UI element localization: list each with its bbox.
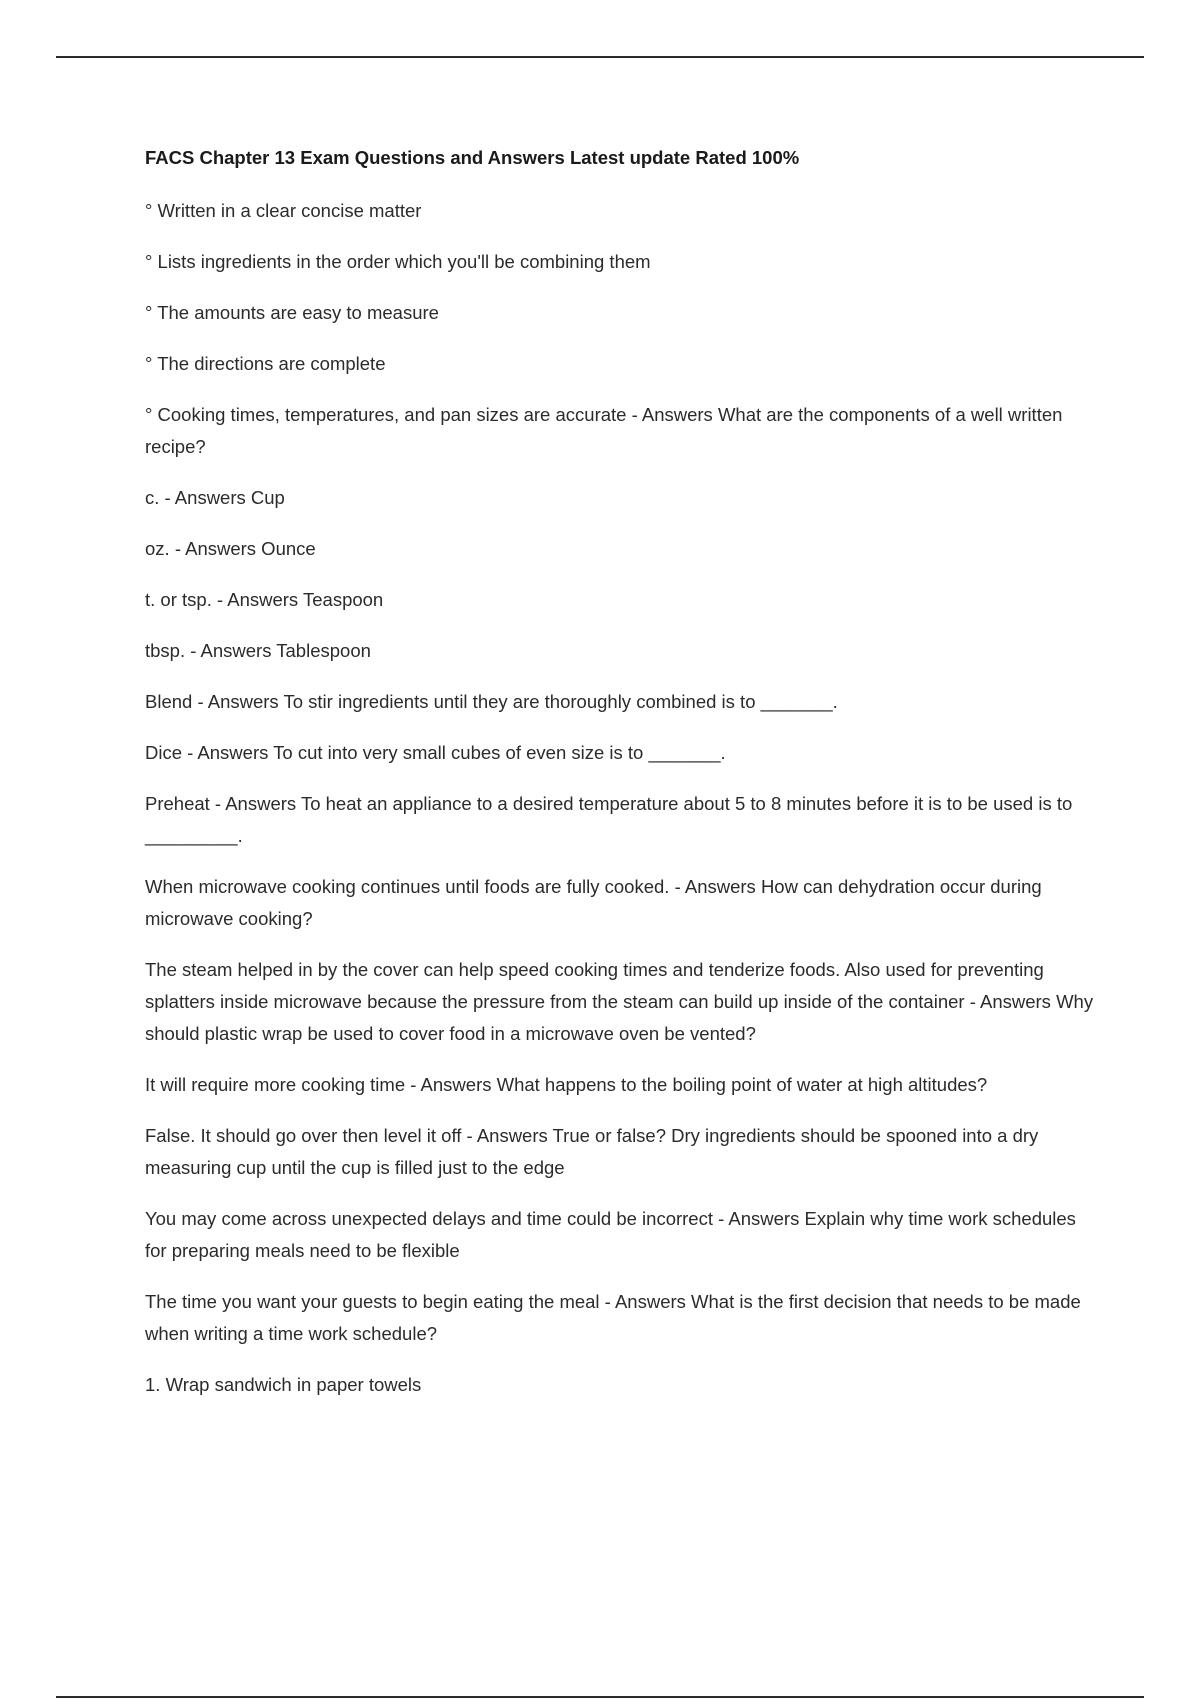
paragraph-qa-components: ° Cooking times, temperatures, and pan sizes are accurate - Answers What are the components of a well written recipe? [145, 404, 1068, 457]
paragraph-qa-first-decision: The time you want your guests to begin eating the meal - Answers What is the first decision that needs to be made when writing a time work schedule? [145, 1291, 1086, 1344]
paragraph-qa-dice: Dice - Answers To cut into very small cubes of even size is to _______. [145, 742, 726, 763]
paragraph-bullet-lists-ingredients: ° Lists ingredients in the order which you'll be combining them [145, 251, 651, 272]
paragraph-qa-tablespoon: tbsp. - Answers Tablespoon [145, 640, 371, 661]
paragraph-bullet-written-clear: ° Written in a clear concise matter [145, 200, 422, 221]
paragraph-qa-dehydration: When microwave cooking continues until foods are fully cooked. - Answers How can dehydration occur during microwave cooking? [145, 876, 1047, 929]
paragraph-qa-flexible-schedule: You may come across unexpected delays and time could be incorrect - Answers Explain why time work schedules for preparing meals need to be flexible [145, 1208, 1082, 1261]
paragraph-step-wrap-sandwich: 1. Wrap sandwich in paper towels [145, 1374, 422, 1395]
header-rule [56, 56, 1144, 58]
paragraph-qa-boiling-point: It will require more cooking time - Answers What happens to the boiling point of water at high altitudes? [145, 1074, 988, 1095]
paragraph-bullet-amounts: ° The amounts are easy to measure [145, 302, 439, 323]
paragraph-qa-preheat: Preheat - Answers To heat an appliance to a desired temperature about 5 to 8 minutes before it is to be used is to _________. [145, 793, 1078, 846]
paragraph-qa-ounce: oz. - Answers Ounce [145, 538, 316, 559]
document-title: FACS Chapter 13 Exam Questions and Answers Latest update Rated 100% [145, 147, 800, 168]
paragraph-qa-measuring-cup: False. It should go over then level it off - Answers True or false? Dry ingredients should be spooned into a dry measuring cup until the cup is filled just to the edge [145, 1125, 1044, 1178]
paragraph-bullet-directions: ° The directions are complete [145, 353, 386, 374]
document-body [145, 142, 1099, 1420]
paragraph-qa-teaspoon: t. or tsp. - Answers Teaspoon [145, 589, 384, 610]
paragraph-qa-blend: Blend - Answers To stir ingredients until they are thoroughly combined is to _______. [145, 691, 838, 712]
paragraph-qa-cup: c. - Answers Cup [145, 487, 285, 508]
footer-rule [56, 1696, 1144, 1698]
paragraph-qa-plastic-wrap: The steam helped in by the cover can help speed cooking times and tenderize foods. Also used for preventing splatters inside microwave because the pressure from the steam can build up inside of the container - Answers Why should plastic wrap be used to cover food in a microwave oven be vented? [145, 959, 1099, 1044]
